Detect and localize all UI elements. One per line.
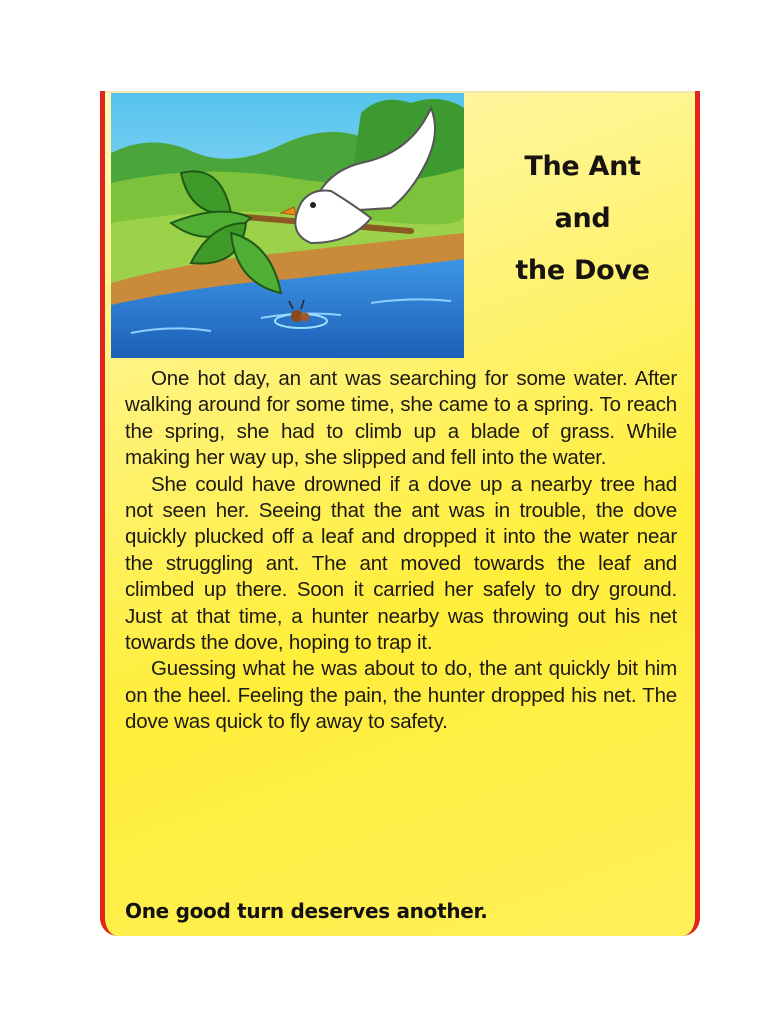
story-text (125, 366, 677, 736)
story-paragraph: One hot day, an ant was searching for some water. After walking around for some time, she came to a spring. To reach the spring, she had to climb up a blade of grass. While making her way up, she slipped and fell into the water. (125, 367, 677, 470)
title-line: and (554, 203, 611, 234)
illustration-image (111, 93, 464, 358)
title-line: the Dove (515, 255, 650, 286)
story-title (475, 141, 690, 297)
story-paragraph: Guessing what he was about to do, the ant quickly bit him on the heel. Feeling the pain, the hunter dropped his net. The dove was quick to fly away to safety. (125, 657, 677, 734)
story-moral: One good turn deserves another. (125, 899, 488, 923)
dove-and-ant-illustration (111, 93, 464, 358)
title-line: The Ant (524, 151, 641, 182)
story-card (100, 91, 700, 936)
story-paragraph: She could have drowned if a dove up a nearby tree had not seen her. Seeing that the ant was in trouble, the dove quickly plucked off a leaf and dropped it into the water near the struggling ant. The ant moved towards the leaf and climbed up there. Soon it carried her safely to dry ground. Just at that time, a hunter nearby was throwing out his net towards the dove, hoping to trap it. (125, 472, 677, 655)
